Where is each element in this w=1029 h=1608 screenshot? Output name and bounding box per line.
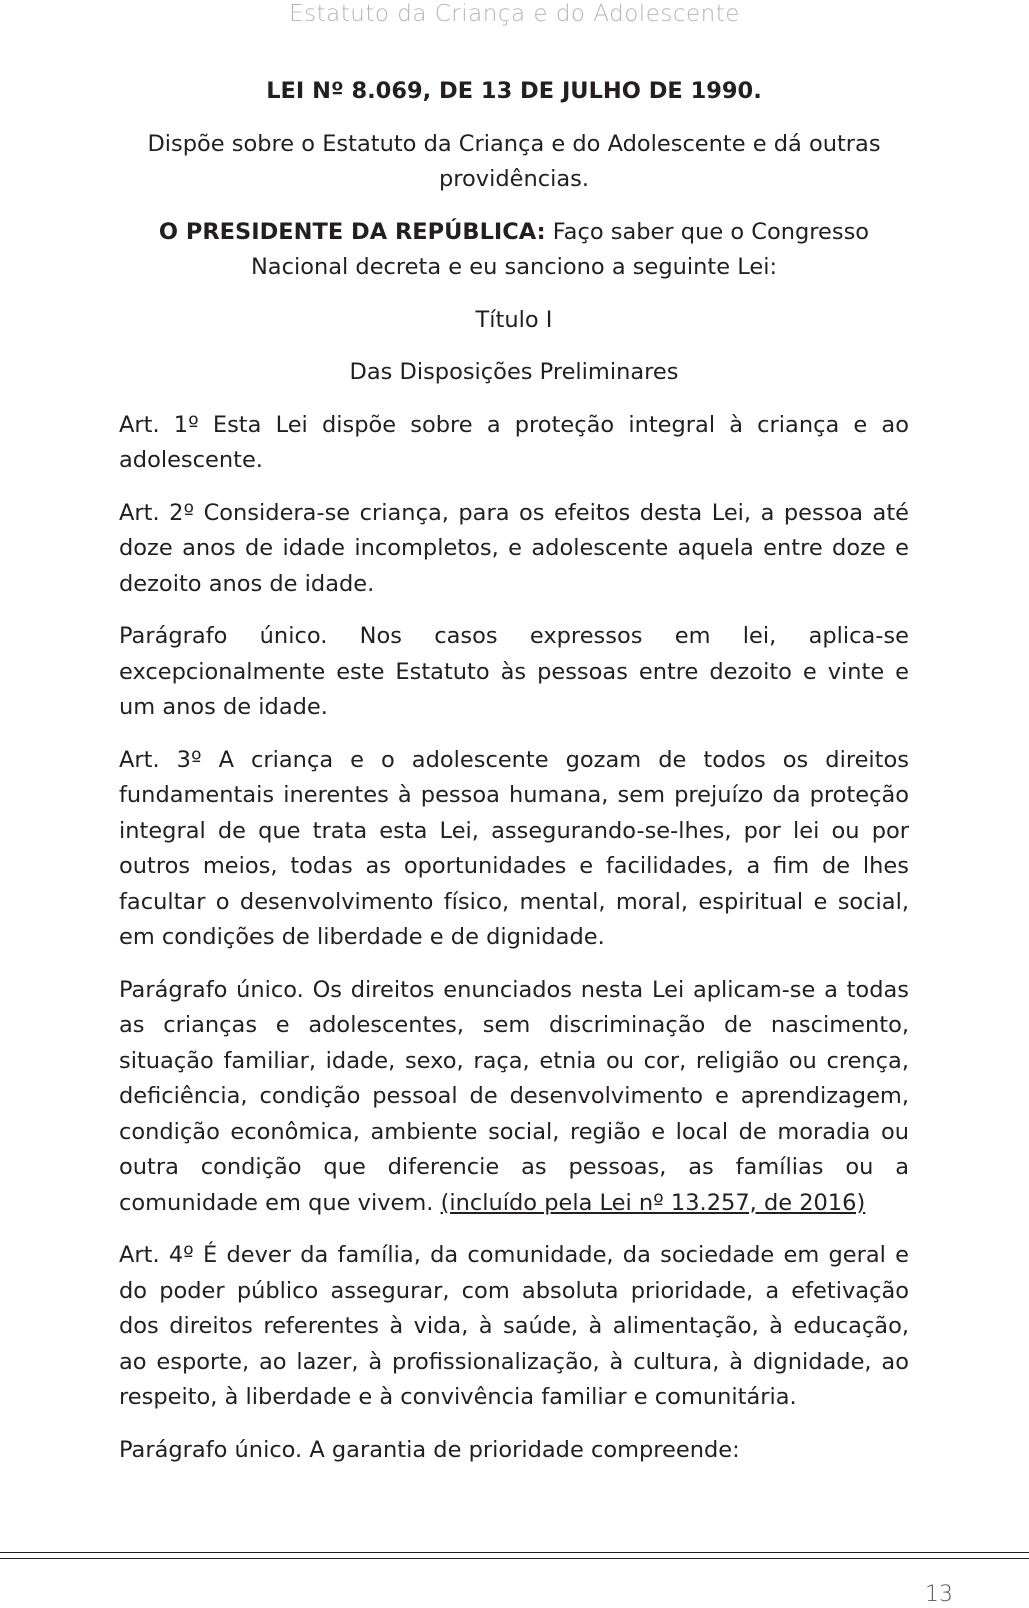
article-3-sole-paragraph [119,973,909,1222]
article-4-sole-paragraph: Parágrafo único. A garantia de prioridade compreende: [119,1436,740,1463]
title-heading: Título I [475,306,553,333]
document-body [119,74,909,1485]
article-4: Art. 4º É dever da família, da comunidade, da sociedade em geral e do poder público assegurar, com absoluta prioridade, a efetivação dos direitos referentes à vida, à saúde, à alimentação, à educação, ao esporte, ao lazer, à profissionalização, à cultura, à dignidade, ao respeito, à liberdade e à convivência familiar e comunitária. [119,1242,909,1410]
law-title: LEI Nº 8.069, DE 13 DE JULHO DE 1990. [266,78,762,104]
article-2-sole-paragraph: Parágrafo único. Nos casos expressos em lei, aplica-se excepcionalmente este Estatuto às pessoas entre dezoito e vinte e um anos de idade. [119,623,909,720]
page-number: 13 [925,1582,953,1607]
article-2: Art. 2º Considera-se criança, para os efeitos desta Lei, a pessoa até doze anos de idade incompletos, e adolescente aquela entre doze e dezoito anos de idade. [119,499,909,597]
amendment-note-link[interactable]: (incluído pela Lei nº 13.257, de 2016) [440,1189,866,1216]
preamble-bold: O PRESIDENTE DA REPÚBLICA: [158,218,546,245]
running-header: Estatuto da Criança e do Adolescente [289,1,740,27]
article-3: Art. 3º A criança e o adolescente gozam de todos os direitos fundamentais inerentes à pessoa humana, sem prejuízo da proteção integral de que trata esta Lei, assegurando-se-lhes, por lei ou por outros meios, todas as oportunidades e facilidades, a fim de lhes facultar o desenvolvimento físico, mental, moral, espiritual e social, em condições de liberdade e de dignidade. [119,746,909,950]
preamble-text: Faço saber que o Congresso Nacional decreta e eu sanciono a seguinte Lei: [250,218,870,280]
article-3-sole-paragraph-text: Parágrafo único. Os direitos enunciados nesta Lei aplicam-se a todas as crianças e adolescentes, sem discriminação de nascimento, situação familiar, idade, sexo, raça, etnia ou cor, religião ou crença, deficiência, condição pessoal de desenvolvimento e aprendizagem, condição econômica, ambiente social, região e local de moradia ou outra condição que diferencie as pessoas, as famílias ou a comunidade em que vivem. [119,976,909,1216]
ementa: Dispõe sobre o Estatuto da Criança e do Adolescente e dá outras providências. [147,130,881,192]
title-subheading: Das Disposições Preliminares [349,359,679,385]
article-1: Art. 1º Esta Lei dispõe sobre a proteção integral à criança e ao adolescente. [119,411,909,473]
preamble [119,215,909,286]
footer-rule-top [0,1552,1029,1553]
footer-rule-bottom [0,1558,1029,1559]
